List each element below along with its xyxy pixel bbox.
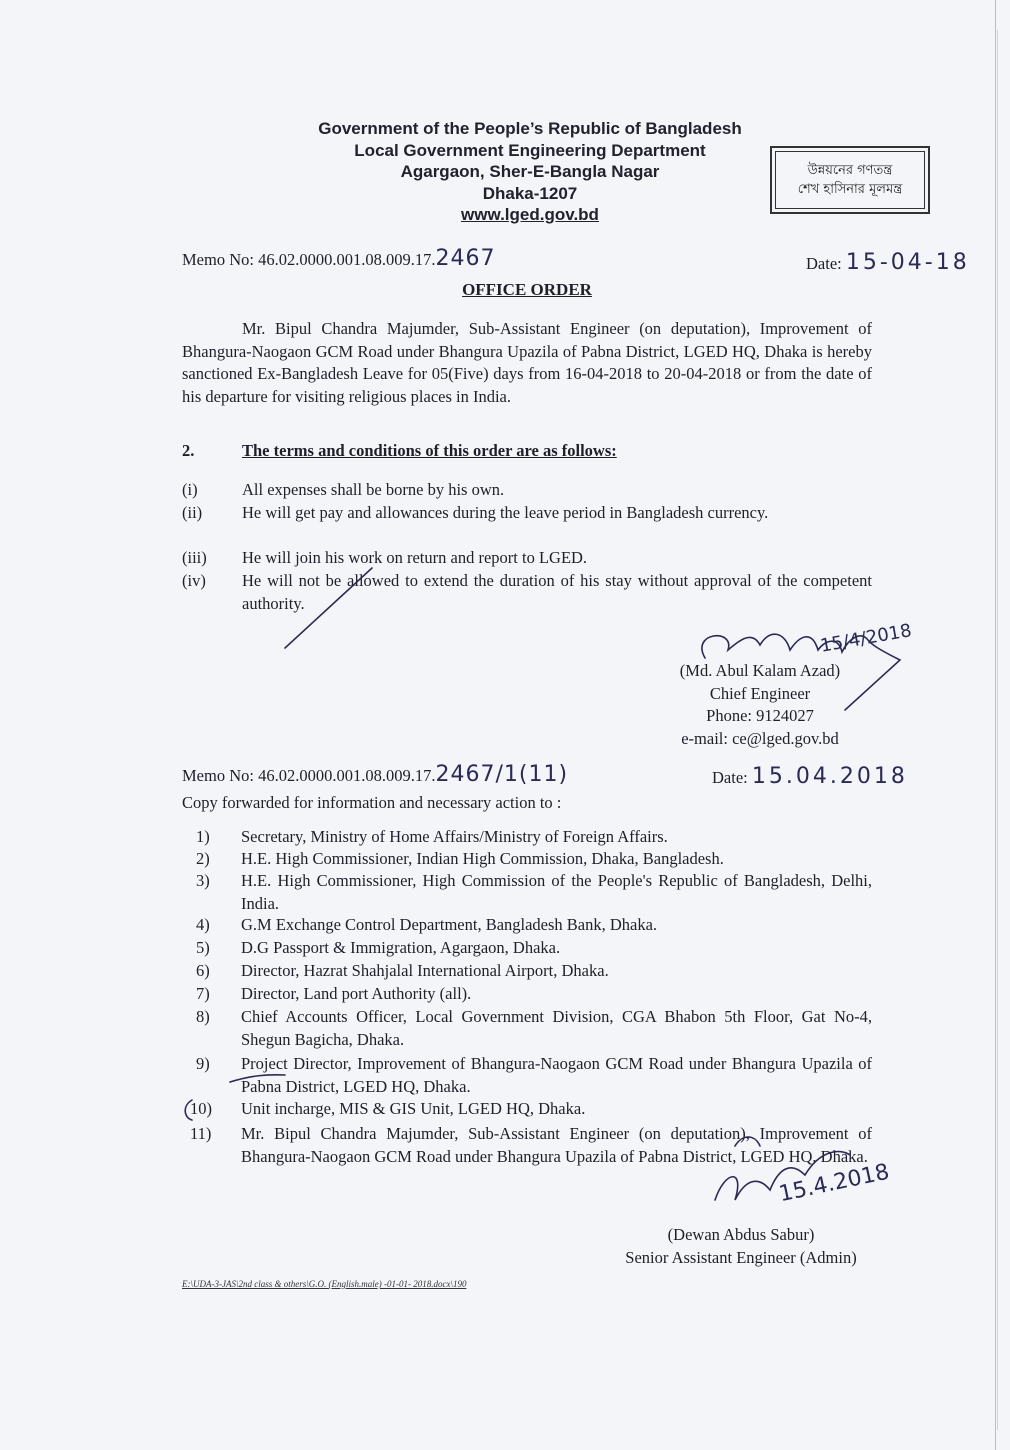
distribution-number: 10) (190, 1099, 212, 1118)
signatory-email: e-mail: ce@lged.gov.bd (681, 728, 839, 748)
distribution-text: Chief Accounts Officer, Local Government Division, CGA Bhabon 5th Floor, Gat No-4, Shegun Bagicha, Dhaka. (241, 1007, 872, 1049)
distribution-item (182, 1123, 872, 1168)
signatory-phone: Phone: 9124027 (706, 706, 814, 725)
file-path-footer: E:\UDA-3-JAS\2nd class & others\G.O. (English.male) -01-01- 2018.docx\190 (182, 1279, 467, 1289)
slogan-line-2: শেখ হাসিনার মূলমন্ত্র (797, 182, 903, 197)
distribution-text: H.E. High Commissioner, Indian High Commission, Dhaka, Bangladesh. (241, 849, 724, 868)
condition-item (182, 479, 872, 502)
distribution-text: Secretary, Ministry of Home Affairs/Ministry of Foreign Affairs. (241, 827, 668, 846)
distribution-number: 7) (196, 984, 210, 1003)
letterhead-line-4: Dhaka-1207 (482, 183, 578, 203)
signatory-name-1: (Md. Abul Kalam Azad) (679, 661, 841, 680)
signatory-block-1 (620, 660, 900, 750)
condition-text: He will not be allowed to extend the duration of his stay without approval of the competent authority. (242, 571, 872, 613)
date-label-1: Date: (806, 254, 842, 273)
distribution-text: Unit incharge, MIS & GIS Unit, LGED HQ, Dhaka. (241, 1099, 586, 1118)
terms-heading-text: The terms and conditions of this order are as follows: (242, 441, 617, 460)
condition-text: He will join his work on return and report to LGED. (242, 548, 588, 567)
condition-text: He will get pay and allowances during the leave period in Bangladesh currency. (242, 503, 769, 522)
letterhead-line-2: Local Government Engineering Department (354, 140, 706, 160)
signature-2-date: 15.4.2018 (776, 1159, 892, 1208)
memo-handwritten-number-1: 2467 (435, 246, 496, 271)
letterhead (230, 118, 830, 226)
distribution-number: 8) (196, 1007, 210, 1026)
distribution-number: 6) (196, 961, 210, 980)
distribution-item (182, 937, 872, 960)
distribution-number: 11) (190, 1124, 212, 1143)
letterhead-line-3: Agargaon, Sher-E-Bangla Nagar (400, 162, 660, 181)
distribution-item (182, 848, 872, 871)
distribution-item (182, 914, 872, 937)
scan-edge-line-inner (997, 30, 998, 1430)
slogan-line-1: উন্নয়নের গণতন্ত্র (807, 163, 893, 178)
distribution-text: G.M Exchange Control Department, Bangladesh Bank, Dhaka. (241, 915, 658, 934)
distribution-number: 2) (196, 849, 210, 868)
distribution-text: Director, Land port Authority (all). (241, 984, 472, 1003)
distribution-item (182, 870, 872, 915)
distribution-item (182, 1053, 872, 1098)
condition-text: All expenses shall be borne by his own. (242, 480, 505, 499)
distribution-text: Mr. Bipul Chandra Majumder, Sub-Assistant Engineer (on deputation), Improvement of Bhangura-Naogaon GCM Road under Bhangura Upazila of Pabna District, LGED HQ, Dhaka. (241, 1124, 872, 1166)
distribution-item (182, 1098, 872, 1121)
terms-number: 2. (182, 441, 195, 460)
condition-item (182, 502, 872, 525)
signatory-title-1: Chief Engineer (709, 683, 811, 703)
distribution-item (182, 960, 872, 983)
distribution-number: 3) (196, 871, 210, 890)
terms-heading (182, 441, 882, 461)
signatory-title-2: Senior Assistant Engineer (Admin) (625, 1247, 857, 1267)
condition-item (182, 547, 872, 570)
memo-date-2 (712, 764, 908, 789)
date-label-2: Date: (712, 768, 748, 787)
memo-date-1 (806, 250, 970, 275)
letterhead-line-1: Government of the People’s Republic of Bangladesh (318, 119, 742, 138)
distribution-item (182, 983, 872, 1006)
memo-label-1: Memo No: 46.02.0000.001.08.009.17. (182, 250, 436, 269)
signatory-name-2: (Dewan Abdus Sabur) (667, 1225, 815, 1244)
scan-edge-line (995, 0, 996, 1450)
memo-handwritten-number-2: 2467/1(11) (435, 762, 569, 787)
distribution-text: Director, Hazrat Shahjalal International Airport, Dhaka. (241, 961, 609, 980)
distribution-text: H.E. High Commissioner, High Commission of the People's Republic of Bangladesh, Delhi, India. (241, 871, 872, 913)
condition-number: (iv) (182, 571, 206, 590)
handwritten-date-2: 15.04.2018 (751, 764, 908, 789)
distribution-number: 9) (196, 1054, 210, 1073)
distribution-number: 1) (196, 827, 210, 846)
condition-item (182, 570, 872, 615)
memo-label-2: Memo No: 46.02.0000.001.08.009.17. (182, 766, 436, 785)
condition-number: (ii) (182, 503, 203, 522)
office-order-title: OFFICE ORDER (462, 280, 592, 299)
distribution-text: D.G Passport & Immigration, Agargaon, Dhaka. (241, 938, 561, 957)
slogan-box (770, 146, 930, 214)
distribution-number: 5) (196, 938, 210, 957)
memo-number-1 (182, 246, 495, 271)
distribution-text: Project Director, Improvement of Bhangura-Naogaon GCM Road under Bhangura Upazila of Pabna District, LGED HQ, Dhaka. (241, 1054, 872, 1096)
memo-number-2 (182, 762, 568, 787)
distribution-number: 4) (196, 915, 210, 934)
copy-forwarded-line: Copy forwarded for information and necessary action to : (182, 793, 562, 812)
signatory-block-2 (596, 1224, 886, 1269)
condition-number: (i) (182, 480, 198, 499)
distribution-item (182, 826, 872, 849)
website-link[interactable]: www.lged.gov.bd (461, 205, 599, 224)
distribution-item (182, 1006, 872, 1051)
main-paragraph: Mr. Bipul Chandra Majumder, Sub-Assistant Engineer (on deputation), Improvement of Bhangura-Naogaon GCM Road under Bhangura Upazila of Pabna District, LGED HQ, Dhaka is hereby sanctioned Ex-Bangladesh Leave for 05(Five) days from 16-04-2018 to 20-04-2018 or from the date of his departure for visiting religious places in India. (182, 319, 872, 406)
condition-number: (iii) (182, 548, 207, 567)
signature-1-date: 15/4/2018 (818, 620, 914, 657)
handwritten-date-1: 15-04-18 (845, 250, 970, 275)
